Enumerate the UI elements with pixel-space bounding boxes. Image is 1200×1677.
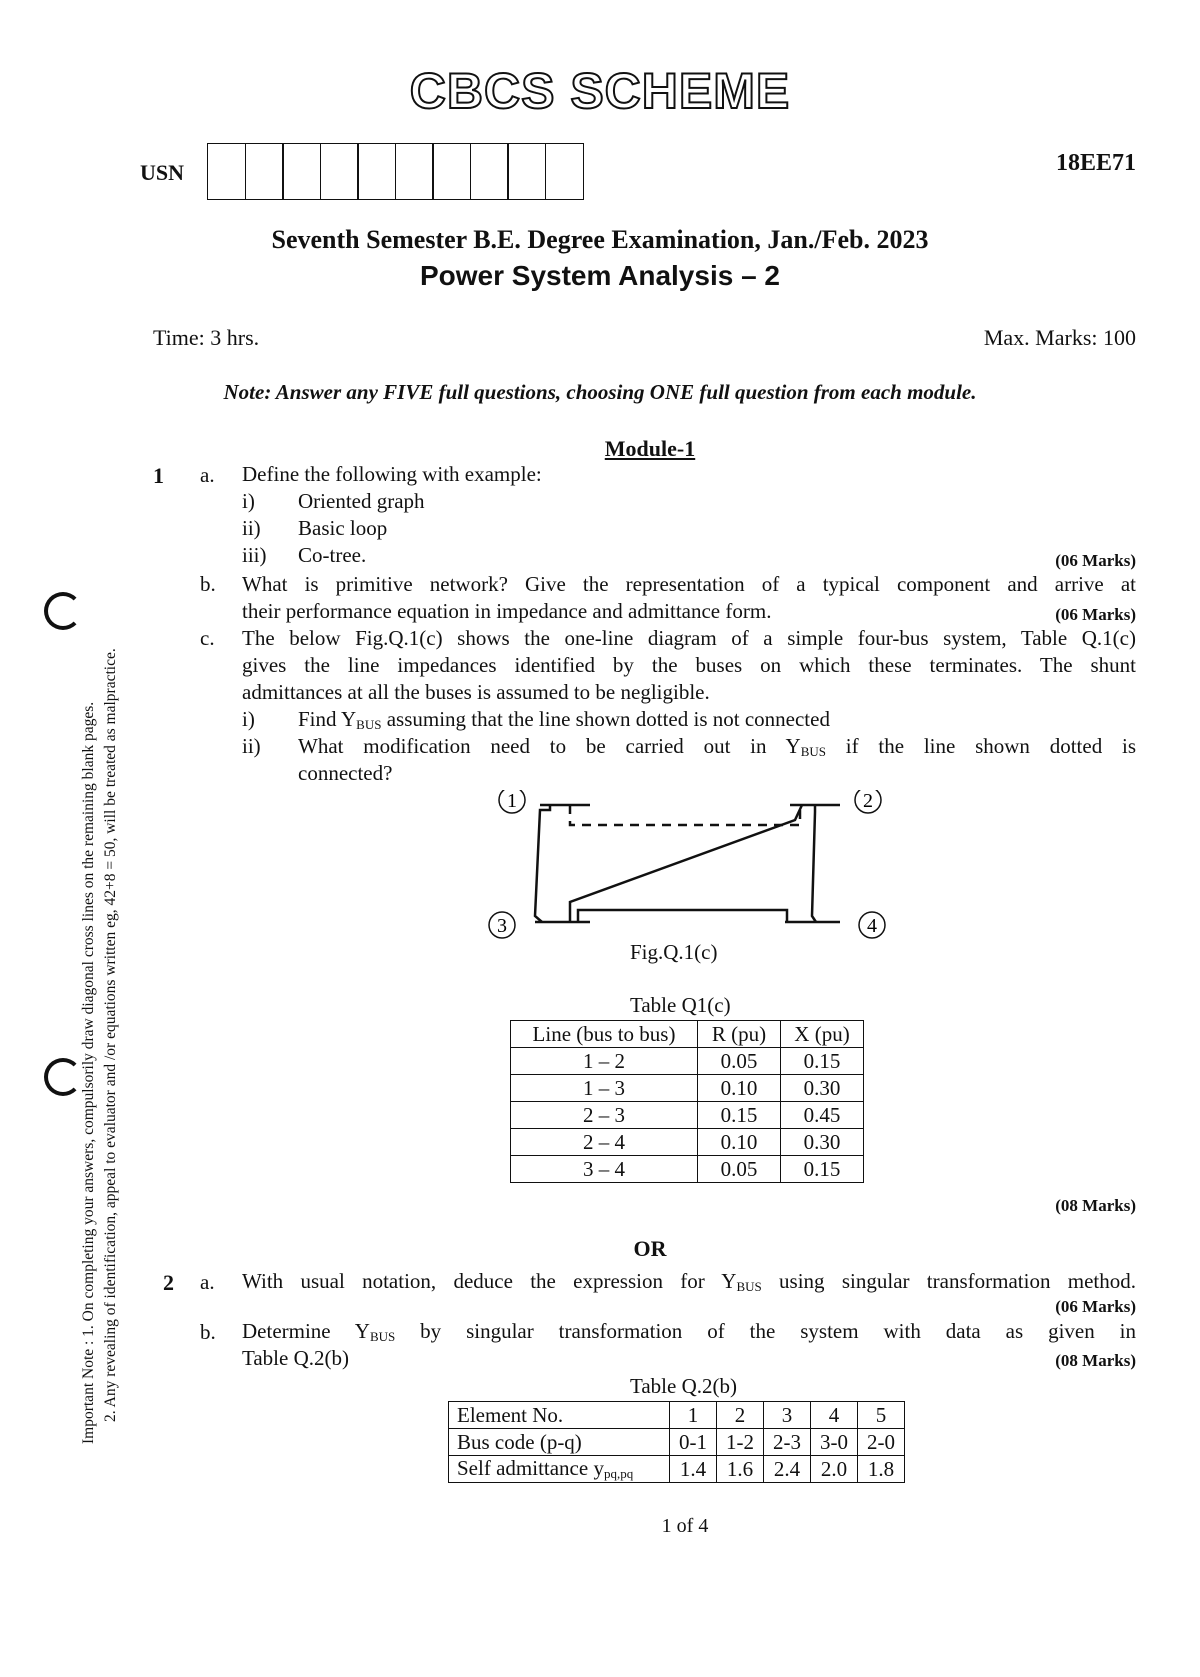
- table-row: [511, 1048, 864, 1075]
- part-label: c.: [200, 626, 215, 650]
- q1c-line2: gives the line impedances identified by the buses on which these terminates. The shunt: [242, 653, 1136, 677]
- table-caption: Table Q1(c): [630, 993, 731, 1017]
- side-note: [78, 334, 122, 1444]
- marks-label: (08 Marks): [1055, 1196, 1136, 1215]
- table-row: [511, 1075, 864, 1102]
- part-label: a.: [200, 1270, 215, 1294]
- figure-caption: Fig.Q.1(c): [630, 940, 718, 964]
- table-cell: 3 – 4: [511, 1156, 698, 1183]
- table-cell: 1.8: [858, 1456, 905, 1483]
- table-row: [511, 1129, 864, 1156]
- row-label: Bus code (p-q): [449, 1429, 670, 1456]
- usn-digit-box: [470, 143, 509, 200]
- table-row: [449, 1456, 905, 1483]
- usn-digit-box: [357, 143, 396, 200]
- table-cell: 0.15: [781, 1048, 864, 1075]
- q1c-i-num: i): [242, 707, 255, 731]
- table-cell: 2 – 4: [511, 1129, 698, 1156]
- q1a-item-num: ii): [242, 516, 261, 540]
- question-number: 2: [163, 1270, 174, 1295]
- table-cell: 1.6: [717, 1456, 764, 1483]
- one-line-diagram: [480, 790, 900, 950]
- part-label: a.: [200, 463, 215, 487]
- table-cell: 0.30: [781, 1129, 864, 1156]
- exam-note: Note: Answer any FIVE full questions, choosing ONE full question from each module.: [223, 380, 977, 404]
- bus-3-label: 3: [497, 915, 507, 937]
- side-note-line1: Important Note : 1. On completing your answers, compulsorily draw diagonal cross lines on the remaining blank pages.: [80, 701, 97, 1444]
- row-label: Element No.: [449, 1402, 670, 1429]
- line-1-3: [535, 805, 550, 922]
- q1c-ii-line2: connected?: [298, 761, 393, 785]
- q2a-text: With usual notation, deduce the expression for $Y_{BUS}$ using singular transformation method.: [242, 1269, 1136, 1294]
- table-cell: 3: [764, 1402, 811, 1429]
- marks-label: (06 Marks): [1055, 1297, 1136, 1316]
- table-header: X (pu): [781, 1021, 864, 1048]
- table-row: [511, 1156, 864, 1183]
- table-row: [449, 1429, 905, 1456]
- table-cell: 0.05: [698, 1156, 781, 1183]
- q1c-i-text: Find $Y_{BUS}$ assuming that the line shown dotted is not connected: [298, 707, 830, 732]
- max-marks: Max. Marks: 100: [983, 325, 1136, 350]
- table-cell: 1.4: [670, 1456, 717, 1483]
- table-cell: 0.10: [698, 1129, 781, 1156]
- table-cell: 2.4: [764, 1456, 811, 1483]
- side-note-line2: 2. Any revealing of identification, appeal to evaluator and /or equations written eg, 42+8 = 50, will be treated as malpractice.: [102, 648, 119, 1422]
- line-impedance-table: [510, 1020, 864, 1183]
- table-header: Line (bus to bus): [511, 1021, 698, 1048]
- table-cell: 5: [858, 1402, 905, 1429]
- usn-digit-box: [282, 143, 321, 200]
- or-separator: OR: [633, 1236, 667, 1261]
- q1c-line3: admittances at all the buses is assumed to be negligible.: [242, 680, 710, 704]
- usn-digit-box: [507, 143, 546, 200]
- table-header: R (pu): [698, 1021, 781, 1048]
- usn-digit-box: [245, 143, 284, 200]
- q1a-item-text: Basic loop: [298, 516, 388, 540]
- line-1-2-dotted: [570, 805, 800, 825]
- line-2-3: [570, 805, 802, 922]
- table-cell: 0-1: [670, 1429, 717, 1456]
- bus-4-label: 4: [867, 915, 877, 937]
- usn-digit-box: [395, 143, 434, 200]
- table-cell: 0.15: [781, 1156, 864, 1183]
- element-data-table: [448, 1401, 905, 1483]
- table-cell: 2 – 3: [511, 1102, 698, 1129]
- q1a-text: Define the following with example:: [242, 462, 542, 486]
- table-cell: 0.45: [781, 1102, 864, 1129]
- usn-label: USN: [140, 160, 185, 185]
- q1a-item-text: Co-tree.: [298, 543, 367, 567]
- table-cell: 4: [811, 1402, 858, 1429]
- table-cell: 3-0: [811, 1429, 858, 1456]
- bus-1-label: 1: [507, 790, 517, 812]
- table-cell: 1 – 2: [511, 1048, 698, 1075]
- table-cell: 0.10: [698, 1075, 781, 1102]
- q1a-item-text: Oriented graph: [298, 489, 425, 513]
- question-number: 1: [153, 463, 164, 488]
- table-cell: 2: [717, 1402, 764, 1429]
- q1a-item-num: i): [242, 489, 255, 513]
- marks-label: (08 Marks): [1055, 1351, 1136, 1370]
- row-label: Self admittance $y_{pq,pq}$: [449, 1456, 670, 1483]
- usn-boxes: [207, 143, 582, 200]
- exam-time: Time: 3 hrs.: [153, 325, 260, 350]
- module-title: Module-1: [604, 436, 696, 461]
- table-cell: 1 – 3: [511, 1075, 698, 1102]
- table-cell: 0.15: [698, 1102, 781, 1129]
- bus-2-label: 2: [863, 790, 873, 812]
- part-label: b.: [200, 572, 216, 596]
- exam-title: Seventh Semester B.E. Degree Examination, Jan./Feb. 2023: [271, 225, 929, 254]
- scheme-title: CBCS SCHEME: [409, 63, 791, 119]
- binding-ring-icon: [44, 1058, 82, 1096]
- q1a-item-num: iii): [242, 543, 267, 567]
- usn-digit-box: [207, 143, 246, 200]
- q1c-ii-num: ii): [242, 734, 261, 758]
- subject-title: Power System Analysis – 2: [419, 260, 781, 291]
- usn-digit-box: [320, 143, 359, 200]
- table-row: [449, 1402, 905, 1429]
- subject-code: 18EE71: [1055, 150, 1136, 176]
- table-cell: 2-3: [764, 1429, 811, 1456]
- line-3-4: [578, 910, 787, 922]
- line-2-4: [812, 805, 816, 922]
- q1c-line1: The below Fig.Q.1(c) shows the one-line diagram of a simple four-bus system, Table Q.1(c): [242, 626, 1136, 650]
- marks-label: (06 Marks): [1055, 551, 1136, 570]
- q2b-line2: Table Q.2(b): [242, 1346, 349, 1370]
- table-row: [511, 1102, 864, 1129]
- table-header-row: [511, 1021, 864, 1048]
- table-cell: 1: [670, 1402, 717, 1429]
- table-cell: 0.30: [781, 1075, 864, 1102]
- usn-digit-box: [432, 143, 471, 200]
- page-number: 1 of 4: [661, 1515, 709, 1537]
- table-cell: 2.0: [811, 1456, 858, 1483]
- marks-label: (06 Marks): [1055, 605, 1136, 624]
- q1b-line1: What is primitive network? Give the representation of a typical component and arrive at: [242, 572, 1136, 596]
- table-caption: Table Q.2(b): [630, 1374, 737, 1398]
- q1b-line2: their performance equation in impedance and admittance form.: [242, 599, 772, 623]
- usn-digit-box: [545, 143, 584, 200]
- table-cell: 2-0: [858, 1429, 905, 1456]
- part-label: b.: [200, 1320, 216, 1344]
- table-cell: 1-2: [717, 1429, 764, 1456]
- q2b-text: Determine $Y_{BUS}$ by singular transformation of the system with data as given in: [242, 1319, 1136, 1344]
- table-cell: 0.05: [698, 1048, 781, 1075]
- q1c-ii-text: What modification need to be carried out in $Y_{BUS}$ if the line shown dotted is: [298, 734, 1136, 759]
- binding-ring-icon: [44, 592, 82, 630]
